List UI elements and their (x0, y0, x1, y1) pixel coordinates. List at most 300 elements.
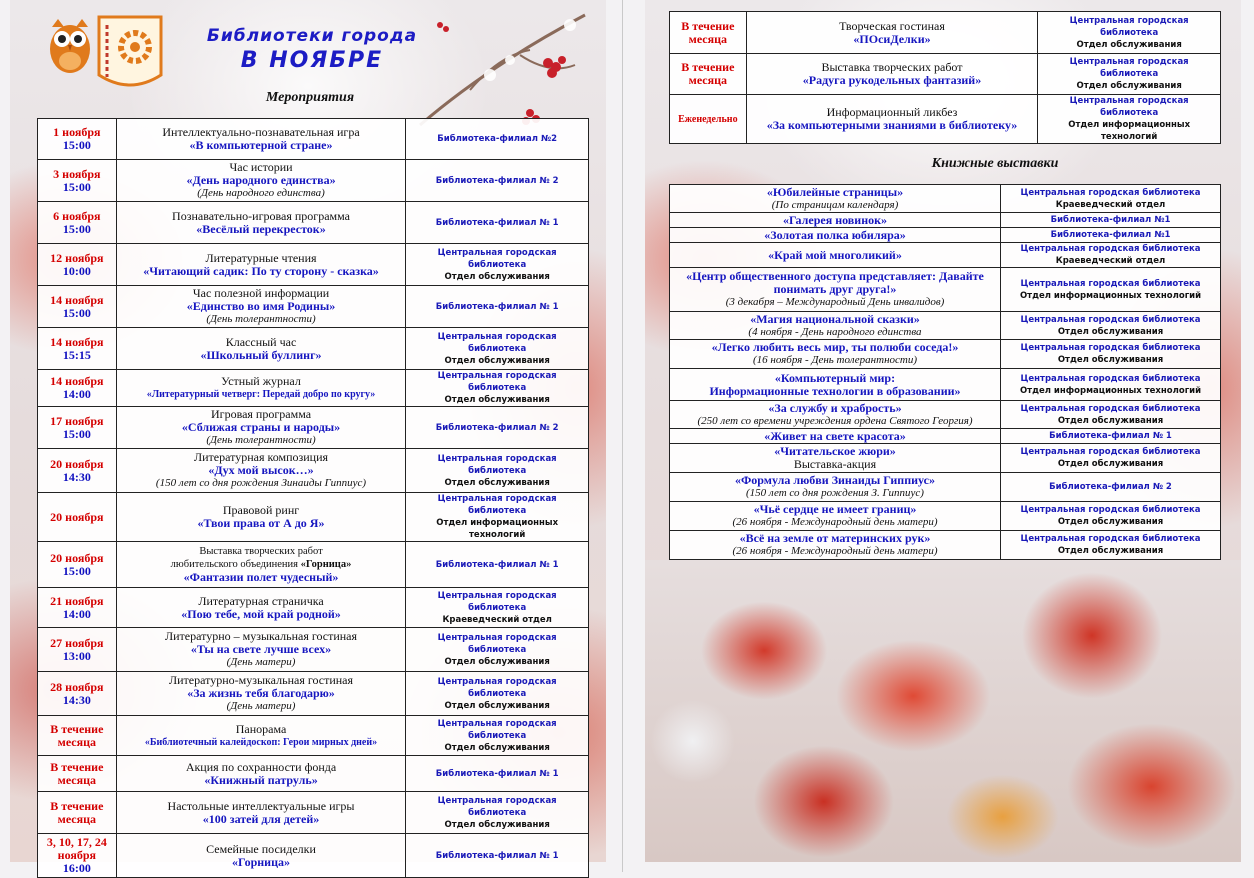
table-row (670, 243, 1221, 268)
event-date-cell (38, 792, 117, 834)
event-title: «Сближая страны и народы» (181, 420, 341, 434)
event-type: Устный журнал (221, 374, 301, 388)
event-department: Отдел обслуживания (1076, 81, 1182, 91)
exhibition-department: Отдел информационных технологий (1019, 385, 1202, 396)
event-library: Центральная городская библиотека (437, 453, 557, 476)
exhibition-note: (3 декабря – Международный День инвалидов) (725, 296, 945, 308)
event-date-cell (38, 716, 117, 756)
event-description-cell (116, 286, 406, 328)
event-type: Правовой ринг (222, 503, 300, 517)
event-description-cell (746, 54, 1038, 95)
right-page (645, 0, 1241, 862)
event-time: 10:00 (62, 263, 91, 278)
event-title: «Читающий садик: По ту сторону - сказка» (143, 263, 379, 278)
event-time: 15:00 (62, 179, 91, 194)
event-department: Отдел обслуживания (444, 656, 550, 667)
event-location-cell (406, 328, 589, 370)
event-time: 15:15 (62, 347, 91, 362)
table-row (670, 213, 1221, 228)
events-table (37, 118, 589, 878)
event-type: Познавательно-игровая программа (172, 208, 350, 223)
exhibition-title: «Формула любви Зинаиды Гиппиус» (734, 473, 935, 487)
table-row (38, 716, 589, 756)
event-department: Отдел информационных технологий (436, 518, 559, 540)
event-library: Библиотека-филиал № 1 (435, 217, 559, 228)
event-time: 15:00 (62, 138, 91, 152)
event-date: В течение месяца (50, 798, 104, 826)
exhibition-title-cell (670, 444, 1001, 473)
event-date: 27 ноября (50, 635, 104, 650)
event-library: Центральная городская библиотека (437, 494, 557, 516)
event-library: Библиотека-филиал № 1 (435, 850, 559, 861)
event-library: Библиотека-филиал № 1 (435, 559, 559, 570)
event-description-cell (116, 119, 406, 160)
event-description-cell (116, 493, 406, 542)
event-library: Центральная городская библиотека (437, 590, 557, 613)
exhibition-title-cell (670, 228, 1001, 243)
exhibition-title-cell (670, 429, 1001, 444)
event-title: «День народного единства» (186, 173, 336, 187)
exhibition-department: Краеведческий отдел (1055, 256, 1166, 266)
exhibition-type: Выставка-акция (793, 457, 877, 471)
event-library: Центральная городская библиотека (437, 331, 557, 354)
table-row (38, 792, 589, 834)
exhibition-title-cell (670, 312, 1001, 340)
event-library: Центральная городская библиотека (1069, 15, 1189, 38)
exhibition-library: Центральная городская библиотека (1020, 187, 1201, 198)
owl-logo-icon (46, 15, 94, 75)
exhibition-title: «Золотая полка юбиляра» (764, 227, 906, 242)
event-date: 28 ноября (50, 679, 104, 694)
event-type: Литературные чтения (205, 250, 317, 265)
table-row (670, 369, 1221, 401)
event-type: Час истории (229, 160, 293, 174)
event-date-cell (38, 407, 117, 449)
event-date: 20 ноября (50, 550, 104, 565)
exhibition-location-cell (1001, 213, 1221, 228)
event-title: «Пою тебе, мой край родной» (181, 606, 341, 621)
event-date-cell (670, 95, 747, 144)
exhibition-library: Библиотека-филиал № 2 (1049, 482, 1172, 492)
event-date-cell (38, 244, 117, 286)
event-time: 15:00 (62, 426, 91, 441)
exhibition-library: Библиотека-филиал №1 (1050, 230, 1171, 240)
table-row (38, 628, 589, 672)
event-date: 12 ноября (50, 250, 104, 265)
event-title: «Школьный буллинг» (200, 347, 322, 362)
event-date: 20 ноября (50, 509, 104, 524)
event-time: 15:00 (62, 305, 91, 320)
events-section-title: Мероприятия (265, 90, 355, 105)
event-date-cell (38, 160, 117, 202)
exhibition-location-cell (1001, 312, 1221, 340)
event-department: Отдел обслуживания (444, 395, 550, 405)
event-department: Отдел обслуживания (444, 742, 550, 753)
table-row (670, 268, 1221, 312)
exhibition-location-cell (1001, 531, 1221, 560)
table-row (38, 449, 589, 493)
exhibition-title: «Чьё сердце не имеет границ» (753, 502, 917, 516)
exhibition-library: Центральная городская библиотека (1020, 343, 1201, 353)
table-row (38, 407, 589, 449)
exhibition-note: (По страницам календаря) (771, 198, 899, 211)
event-department: Отдел обслуживания (444, 355, 550, 366)
city-emblem-icon (97, 15, 163, 95)
event-description-cell (746, 95, 1038, 144)
event-time: 14:00 (62, 387, 91, 401)
event-title: «Радуга рукодельных фантазий» (802, 73, 982, 87)
event-type: Час полезной информации (192, 286, 330, 300)
event-description-cell (116, 588, 406, 628)
event-date-cell (38, 834, 117, 878)
exhibition-title: «Компьютерный мир: (774, 370, 896, 385)
event-type: Выставка творческих работ (199, 546, 323, 557)
exhibition-library: Центральная городская библиотека (1020, 505, 1201, 515)
exhibition-title: «Магия национальной сказки» (750, 311, 920, 326)
event-type-line3: «Горница» (300, 559, 352, 570)
event-location-cell (406, 286, 589, 328)
event-date: 21 ноября (50, 593, 104, 608)
exhibition-note: (26 ноября - Международный день матери) (732, 516, 938, 528)
exhibition-department: Отдел обслуживания (1057, 517, 1164, 527)
event-type: Творческая гостиная (839, 18, 945, 33)
exhibition-title: «Край мой многоликий» (768, 247, 902, 262)
event-library: Библиотека-филиал № 1 (435, 768, 559, 779)
event-type: Панорама (235, 721, 287, 736)
event-description-cell (116, 407, 406, 449)
exhibition-library: Библиотека-филиал № 1 (1049, 431, 1172, 441)
exhibition-title-cell (670, 213, 1001, 228)
exhibition-location-cell (1001, 340, 1221, 369)
event-location-cell (406, 202, 589, 244)
event-title: «100 затей для детей» (202, 811, 320, 826)
event-time: 15:00 (62, 563, 91, 578)
event-library: Библиотека-филиал № 1 (435, 301, 559, 312)
event-time: 15:00 (62, 221, 91, 236)
page-title-line1: Библиотеки города (206, 26, 418, 46)
event-type: Интеллектуально-познавательная игра (162, 125, 360, 139)
exhibition-location-cell (1001, 228, 1221, 243)
event-description-cell (116, 370, 406, 407)
table-row (38, 202, 589, 244)
table-row (38, 119, 589, 160)
event-type: Информационный ликбез (826, 105, 958, 119)
event-location-cell (406, 244, 589, 286)
event-type-line2-text: любительского объединения (170, 559, 298, 570)
table-row (38, 588, 589, 628)
exhibition-location-cell (1001, 185, 1221, 213)
event-date: 14 ноября (50, 292, 104, 307)
event-location-cell (406, 756, 589, 792)
event-description-cell (116, 716, 406, 756)
event-note: (150 лет со дня рождения Зинаиды Гиппиус) (155, 477, 367, 489)
exhibition-title-cell (670, 531, 1001, 560)
exhibition-title-cell (670, 243, 1001, 268)
event-title: «ПОсиДелки» (853, 31, 931, 46)
event-time: 13:00 (62, 648, 91, 663)
event-description-cell (116, 160, 406, 202)
event-description-cell (116, 756, 406, 792)
event-library: Библиотека-филиал № 2 (435, 175, 559, 186)
exhibition-title-cell (670, 369, 1001, 401)
event-type: Литературная композиция (193, 450, 329, 464)
event-description-cell (116, 834, 406, 878)
event-type: Литературная страничка (198, 593, 324, 608)
event-date: 3, 10, 17, 24 ноября (46, 835, 107, 862)
event-date-cell (38, 449, 117, 493)
event-date-cell (38, 370, 117, 407)
exhibition-title: «Всё на земле от материнских рук» (739, 531, 931, 545)
event-title: «В компьютерной стране» (189, 138, 333, 152)
event-department: Краеведческий отдел (442, 614, 552, 625)
event-title: «Фантазии полет чудесный» (183, 570, 339, 584)
event-type: Выставка творческих работ (821, 60, 963, 74)
table-row (38, 244, 589, 286)
exhibition-department: Краеведческий отдел (1055, 199, 1166, 210)
event-location-cell (1038, 12, 1221, 54)
event-note: (День толерантности) (206, 434, 316, 446)
event-department: Отдел обслуживания (444, 700, 550, 711)
event-description-cell (116, 328, 406, 370)
exhibition-note: (250 лет со времени учреждения ордена Святого Георгия) (697, 414, 973, 427)
table-row (670, 531, 1221, 560)
exhibition-title-cell (670, 185, 1001, 213)
table-row (670, 95, 1221, 144)
table-row (670, 340, 1221, 369)
event-type: Акция по сохранности фонда (185, 759, 337, 774)
table-row (38, 160, 589, 202)
event-location-cell (406, 834, 589, 878)
event-date: 17 ноября (50, 413, 104, 428)
table-row (38, 370, 589, 407)
exhibition-library: Центральная городская библиотека (1020, 314, 1201, 325)
exhibition-location-cell (1001, 401, 1221, 429)
event-date-cell (38, 328, 117, 370)
table-row (38, 756, 589, 792)
rowan-branch-illustration (410, 5, 590, 135)
table-row (670, 444, 1221, 473)
event-date-cell (38, 119, 117, 160)
event-title: «За компьютерными знаниями в библиотеку» (766, 118, 1018, 132)
exhibition-note: (4 ноября - День народного единства (748, 325, 922, 338)
event-description-cell (116, 542, 406, 588)
event-date: В течение месяца (681, 60, 735, 87)
exhibition-library: Центральная городская библиотека (1020, 447, 1201, 457)
exhibition-note: (150 лет со дня рождения З. Гиппиус) (746, 487, 924, 499)
table-row (38, 834, 589, 878)
event-time: 14:30 (62, 469, 91, 484)
event-type: Настольные интеллектуальные игры (167, 798, 355, 813)
event-note: (День народного единства) (197, 187, 325, 199)
table-row (670, 12, 1221, 54)
event-description-cell (116, 628, 406, 672)
table-row (670, 502, 1221, 531)
exhibition-title-cell (670, 268, 1001, 312)
event-library: Центральная городская библиотека (437, 718, 557, 741)
event-description-cell (116, 202, 406, 244)
event-department: Отдел обслуживания (444, 819, 550, 830)
exhibition-title: «Живет на свете красота» (764, 428, 906, 443)
event-department: Отдел информационных технологий (1068, 120, 1191, 142)
exhibition-title-line2: Информационные технологии в образовании» (709, 383, 961, 398)
event-time: 14:00 (62, 606, 91, 621)
exhibition-library: Библиотека-филиал №1 (1050, 215, 1171, 225)
event-date: 1 ноября (53, 125, 101, 139)
event-location-cell (406, 370, 589, 407)
exhibition-title: «Юбилейные страницы» (766, 184, 904, 199)
event-description-cell (746, 12, 1038, 54)
event-note: (День матери) (226, 656, 296, 668)
event-time: 14:30 (62, 692, 91, 707)
exhibition-department: Отдел обслуживания (1057, 355, 1164, 365)
event-location-cell (1038, 54, 1221, 95)
event-date-cell (670, 54, 747, 95)
event-department: Отдел обслуживания (444, 477, 550, 488)
exhibition-title-cell (670, 473, 1001, 502)
event-date: 6 ноября (53, 208, 101, 223)
page-title-line2: В НОЯБРЕ (240, 48, 384, 73)
exhibition-title: «Галерея новинок» (782, 212, 888, 227)
event-department: Отдел обслуживания (444, 271, 550, 282)
event-date-cell (38, 756, 117, 792)
exhibition-library: Центральная городская библиотека (1020, 534, 1201, 544)
event-location-cell (406, 407, 589, 449)
exhibition-library: Центральная городская библиотека (1020, 373, 1201, 384)
event-date: В течение месяца (50, 759, 104, 787)
event-type: Игровая программа (210, 407, 312, 421)
event-location-cell (406, 449, 589, 493)
exhibition-title-cell (670, 340, 1001, 369)
event-library: Центральная городская библиотека (437, 371, 557, 393)
event-type: Классный час (225, 334, 297, 349)
event-note: (День толерантности) (206, 313, 316, 325)
event-time: 16:00 (62, 861, 91, 875)
event-library: Центральная городская библиотека (437, 795, 557, 818)
exhibition-note: (16 ноября - День толерантности) (752, 354, 918, 366)
exhibition-location-cell (1001, 444, 1221, 473)
event-note: (День матери) (226, 700, 296, 712)
event-date: 14 ноября (50, 374, 104, 388)
event-library: Центральная городская библиотека (1069, 57, 1189, 79)
event-date: 3 ноября (53, 166, 101, 181)
event-type: Семейные посиделки (206, 841, 316, 856)
event-location-cell (406, 672, 589, 716)
exhibition-library: Центральная городская библиотека (1020, 278, 1201, 289)
event-location-cell (406, 588, 589, 628)
table-row (670, 185, 1221, 213)
event-location-cell (406, 119, 589, 160)
exhibition-title-cell (670, 401, 1001, 429)
page-divider (622, 0, 623, 872)
events-continued-table (669, 11, 1221, 144)
exhibition-location-cell (1001, 473, 1221, 502)
left-page (10, 0, 606, 875)
event-title: «За жизнь тебя благодарю» (187, 686, 335, 700)
event-date-cell (670, 12, 747, 54)
exhibitions-table (669, 184, 1221, 560)
table-row (38, 328, 589, 370)
event-date-cell (38, 202, 117, 244)
event-library: Центральная городская библиотека (1069, 96, 1189, 118)
exhibition-location-cell (1001, 502, 1221, 531)
event-date-cell (38, 672, 117, 716)
event-date: В течение месяца (681, 18, 735, 46)
exhibition-location-cell (1001, 268, 1221, 312)
exhibition-title: «Центр общественного доступа представляет: Давайте понимать друг друга!» (686, 269, 984, 296)
exhibition-department: Отдел обслуживания (1057, 459, 1164, 469)
exhibition-department: Отдел обслуживания (1057, 546, 1164, 556)
event-title: «Весёлый перекресток» (196, 221, 326, 236)
event-location-cell (406, 493, 589, 542)
event-date-cell (38, 628, 117, 672)
table-row (670, 312, 1221, 340)
exhibition-title: «За службу и храбрость» (768, 400, 902, 415)
exhibition-title: «Читательское жюри» (774, 444, 896, 458)
exhibition-location-cell (1001, 429, 1221, 444)
event-date-cell (38, 542, 117, 588)
event-date: 20 ноября (50, 456, 104, 471)
event-title: «Литературный четверг: Передай добро по кругу» (146, 389, 376, 400)
event-location-cell (406, 716, 589, 756)
event-date: В течение месяца (50, 721, 104, 749)
table-row (38, 493, 589, 542)
table-row (38, 542, 589, 588)
maple-leaves-illustration (645, 560, 1241, 862)
event-description-cell (116, 244, 406, 286)
exhibitions-section-title: Книжные выставки (931, 156, 1059, 171)
exhibition-library: Центральная городская библиотека (1020, 244, 1201, 254)
event-type: Литературно-музыкальная гостиная (168, 673, 354, 687)
table-row (38, 672, 589, 716)
event-description-cell (116, 672, 406, 716)
event-location-cell (406, 160, 589, 202)
event-title: «Ты на свете лучше всех» (190, 642, 332, 656)
event-description-cell (116, 449, 406, 493)
table-row (670, 429, 1221, 444)
exhibition-library: Центральная городская библиотека (1020, 403, 1201, 414)
table-row (38, 286, 589, 328)
exhibition-department: Отдел обслуживания (1057, 326, 1164, 337)
event-location-cell (406, 792, 589, 834)
event-title: «Книжный патруль» (204, 772, 318, 787)
event-library: Центральная городская библиотека (437, 632, 557, 655)
exhibition-title: «Легко любить весь мир, ты полюби соседа!» (711, 340, 959, 354)
table-row (670, 228, 1221, 243)
exhibition-department: Отдел информационных технологий (1019, 290, 1202, 301)
event-date-cell (38, 588, 117, 628)
event-date: Еженедельно (678, 113, 738, 125)
event-library: Библиотека-филиал №2 (437, 134, 558, 144)
event-title: «Библиотечный калейдоскоп: Герои мирных дней» (144, 736, 378, 748)
event-date-cell (38, 286, 117, 328)
exhibition-note: (26 ноября - Международный день матери) (732, 545, 938, 557)
event-title: «Горница» (232, 854, 291, 869)
event-location-cell (406, 542, 589, 588)
event-library: Центральная городская библиотека (437, 247, 557, 270)
event-department: Отдел обслуживания (1076, 39, 1182, 50)
exhibition-department: Отдел обслуживания (1057, 415, 1164, 426)
event-location-cell (406, 628, 589, 672)
event-description-cell (116, 792, 406, 834)
table-row (670, 473, 1221, 502)
event-title: «Единство во имя Родины» (186, 299, 336, 313)
event-type: Литературно – музыкальная гостиная (164, 629, 358, 643)
exhibition-location-cell (1001, 369, 1221, 401)
table-row (670, 401, 1221, 429)
event-library: Центральная городская библиотека (437, 676, 557, 699)
event-date: 14 ноября (50, 334, 104, 349)
exhibition-location-cell (1001, 243, 1221, 268)
